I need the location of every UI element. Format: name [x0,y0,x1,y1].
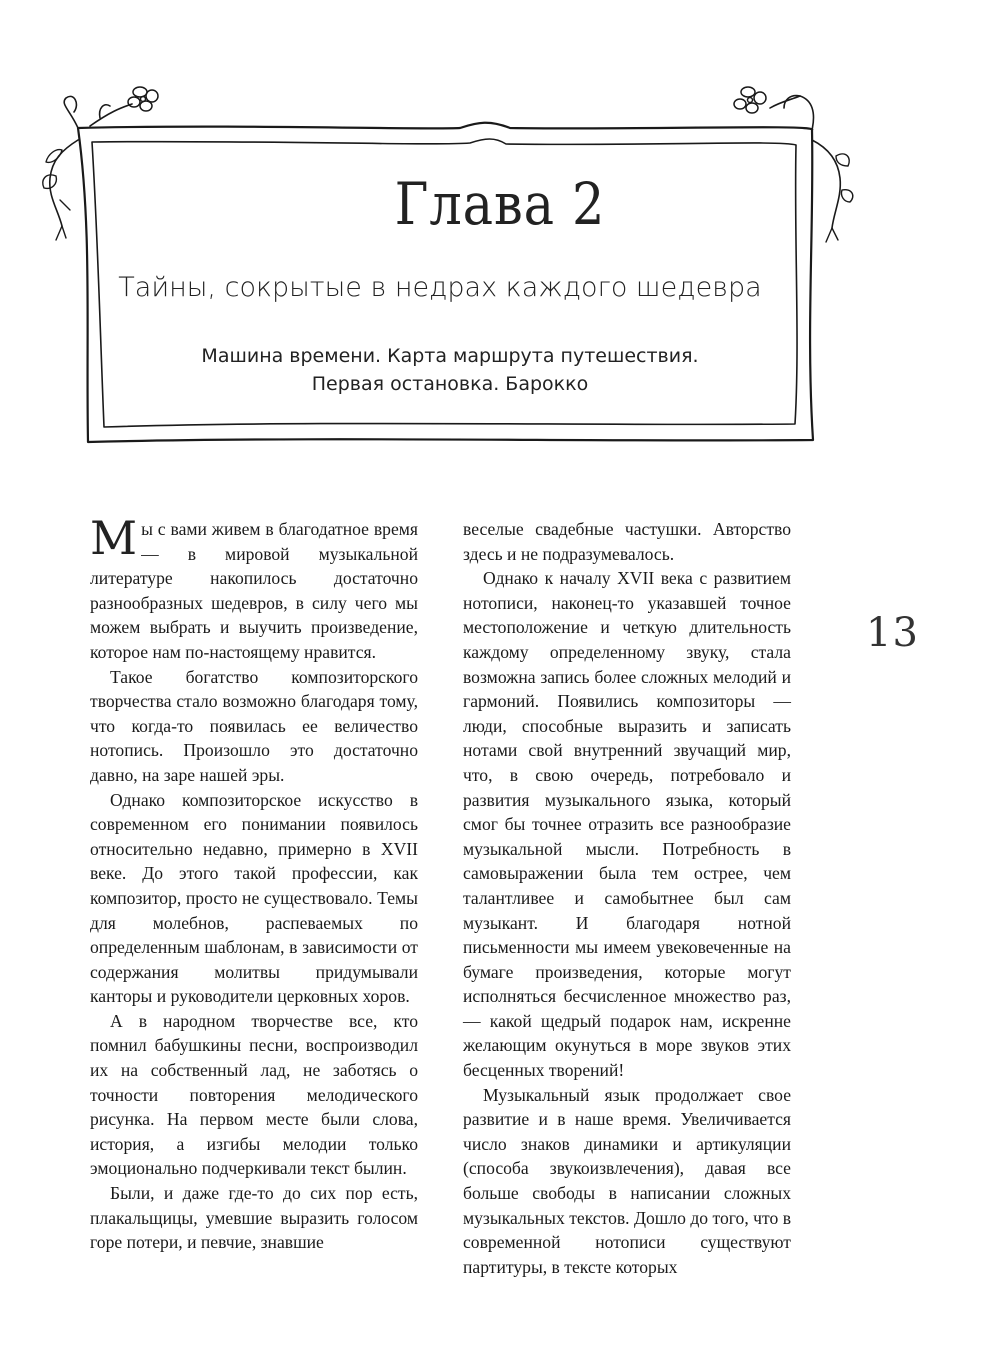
text-column-left [90,511,418,1255]
paragraph [90,511,418,665]
chapter-topics-line: Первая остановка. Барокко [311,373,589,395]
chapter-topics [0,342,900,398]
paragraph: Однако композиторское искусство в современном его понимании появилось относительно недавно, примерно в XVII веке. До этого такой профессии, как композитор, просто не существовало. Темы для молебнов, распеваемых по определенным шаблонам, в зависимости от содержания молитвы придумывали канторы и руководители церковных хоров. [90,789,418,1007]
chapter-title: Глава 2 [394,170,606,238]
paragraph: А в народном творчестве все, кто помнил бабушкины песни, воспроизводил их на собственный лад, не заботясь о точности повторения мелодического рисунка. На первом месте были слова, история, а изгибы мелодии только эмоционально подчеркивали текст былин. [90,1010,418,1179]
text-column-right [463,517,791,1279]
paragraph: веселые свадебные частушки. Авторство здесь и не подразумевалось. [463,519,791,564]
paragraph: Музыкальный язык продолжает свое развитие и в наше время. Увеличивается число знаков динамики и артикуляции (способа звукоизвлечения), давая все больше свободы в написании сложных музыкальных текстов. Дошло до того, что в современной нотописи существуют партитуры, в тексте которых [463,1084,791,1277]
chapter-topics-line: Машина времени. Карта маршрута путешествия. [201,345,699,367]
leaf-vine-icon [64,96,78,128]
paragraph: Такое богатство композиторского творчества стало возможно благодаря тому, что когда-то появилась ее величество нотопись. Произошло это достаточно давно, на заре нашей эры. [90,666,418,785]
paragraph-text: ы с вами живем в благодатное время — в мировой музыкальной литературе накопилось достаточно разнообразных шедевров, в силу чего мы можем выбрать и выучить произведение, которое нам по-настоящему нравится. [90,519,418,662]
chapter-subtitle: Тайны, сокрытые в недрах каждого шедевра [118,272,762,303]
drop-cap: М [90,511,138,565]
flower-icon [734,87,766,113]
paragraph: Однако к началу XVII века с развитием нотописи, наконец-то указавшей точное местоположение и четкую длительность каждому определенному звуку, стала возможна запись более сложных мелодий и гармоний. Появились композиторы — люди, способные выразить и записать нотами свой внутренний звучащий мир, что, в свою очередь, потребовало и развития музыкального языка, который смог бы точнее отразить все разнообразие музыкальной мысли. Потребность в самовыражении была тем острее, чем талантливее и самобытнее был сам музыкант. И благодаря нотной письменности мы имеем увековеченные на бумаге произведения, которые могут исполняться бесчисленное множество раз, — какой щедрый подарок нам, искренне желающим окунуться в море звуков этих бесценных творений! [463,568,791,1081]
paragraph: Были, и даже где-то до сих пор есть, плакальщицы, умевшие выразить голосом горе потери, и певчие, знавшие [90,1183,418,1253]
page-number: 13 [866,610,919,656]
flower-icon [128,87,158,111]
